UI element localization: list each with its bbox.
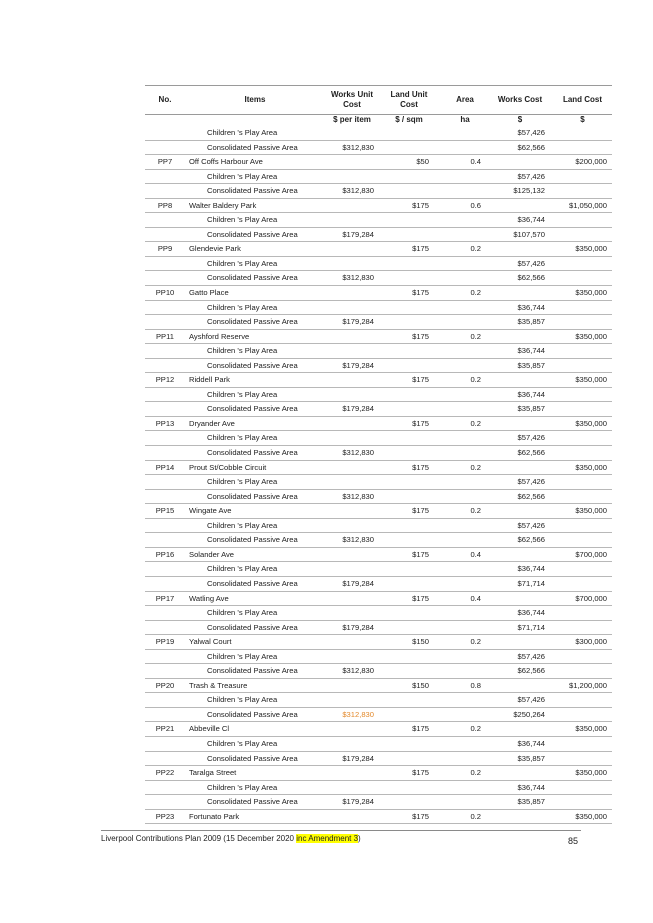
table-row — [145, 679, 612, 694]
cell-item: Walter Baldery Park — [189, 200, 257, 210]
cell-item: Gatto Place — [189, 288, 229, 298]
cell-works-cost: $36,744 — [517, 389, 545, 399]
cell-no: PP7 — [157, 157, 173, 167]
header-no: No. — [158, 95, 172, 104]
table-row — [145, 402, 612, 417]
cell-works-cost: $35,857 — [517, 317, 545, 327]
cell-area: 0.4 — [470, 157, 481, 167]
table-row — [145, 519, 612, 534]
cell-item: Abbeville Cl — [189, 724, 230, 734]
cell-item: Children 's Play Area — [207, 477, 278, 487]
cell-works-cost: $250,264 — [513, 709, 545, 719]
cell-works-cost: $62,566 — [517, 448, 545, 458]
cell-land-unit-cost: $150 — [412, 680, 429, 690]
table-row — [145, 766, 612, 781]
cell-works-cost: $57,426 — [517, 258, 545, 268]
cell-item: Children 's Play Area — [207, 520, 278, 530]
cell-works-cost: $71,714 — [517, 578, 545, 588]
cell-works-unit-cost: $312,830 — [342, 709, 374, 719]
header-area: Area — [456, 95, 474, 104]
cell-item: Consolidated Passive Area — [207, 709, 298, 719]
cell-works-cost: $35,857 — [517, 753, 545, 763]
cell-no: PP21 — [155, 724, 175, 734]
unit-works-unit-cost: $ per item — [333, 115, 371, 124]
cell-area: 0.2 — [470, 637, 481, 647]
cell-item: Consolidated Passive Area — [207, 404, 298, 414]
cell-area: 0.6 — [470, 200, 481, 210]
cell-item: Children 's Play Area — [207, 782, 278, 792]
page-footer — [101, 830, 581, 845]
cell-works-cost: $71,714 — [517, 622, 545, 632]
footer-title-close: ) — [358, 834, 361, 843]
cell-land-cost: $350,000 — [575, 418, 607, 428]
table-row — [145, 737, 612, 752]
table-header — [145, 86, 612, 126]
cell-land-cost: $350,000 — [575, 768, 607, 778]
cell-item: Consolidated Passive Area — [207, 273, 298, 283]
cell-item: Children 's Play Area — [207, 695, 278, 705]
cell-land-cost: $350,000 — [575, 244, 607, 254]
cell-item: Children 's Play Area — [207, 651, 278, 661]
cell-item: Children 's Play Area — [207, 128, 278, 137]
cell-no: PP22 — [155, 768, 175, 778]
cell-works-cost: $36,744 — [517, 782, 545, 792]
page-number: 85 — [567, 836, 578, 846]
cell-works-cost: $62,566 — [517, 666, 545, 676]
cell-land-unit-cost: $175 — [412, 768, 429, 778]
cell-works-cost: $36,744 — [517, 302, 545, 312]
cell-works-unit-cost: $312,830 — [342, 273, 374, 283]
cell-area: 0.4 — [470, 593, 481, 603]
cell-item: Riddell Park — [189, 375, 230, 385]
cell-item: Trash & Treasure — [189, 680, 248, 690]
cell-item: Consolidated Passive Area — [207, 622, 298, 632]
cell-item: Consolidated Passive Area — [207, 448, 298, 458]
table-row — [145, 170, 612, 185]
cell-land-unit-cost: $150 — [412, 637, 429, 647]
cell-land-cost: $200,000 — [575, 157, 607, 167]
cell-works-cost: $125,132 — [513, 186, 545, 196]
cell-land-cost: $350,000 — [575, 811, 607, 821]
cell-item: Consolidated Passive Area — [207, 317, 298, 327]
cell-no: PP19 — [155, 637, 175, 647]
cell-no: PP9 — [157, 244, 173, 254]
cell-no: PP13 — [155, 418, 175, 428]
table-row — [145, 446, 612, 461]
cell-item: Ayshford Reserve — [189, 331, 250, 341]
cell-area: 0.2 — [470, 331, 481, 341]
cell-land-unit-cost: $175 — [412, 244, 429, 254]
cell-works-cost: $36,744 — [517, 564, 545, 574]
table-row — [145, 752, 612, 767]
table-row — [145, 810, 612, 825]
cell-land-unit-cost: $175 — [412, 462, 429, 472]
table-row — [145, 693, 612, 708]
table-row — [145, 301, 612, 316]
cell-area: 0.8 — [470, 680, 481, 690]
table-row — [145, 606, 612, 621]
cell-works-cost: $35,857 — [517, 797, 545, 807]
cell-item: Fortunato Park — [189, 811, 240, 821]
cell-item: Prout St/Cobble Circuit — [189, 462, 267, 472]
table-row — [145, 548, 612, 563]
cell-area: 0.2 — [470, 244, 481, 254]
cell-works-unit-cost: $179,284 — [342, 229, 374, 239]
table-row — [145, 330, 612, 345]
cell-land-unit-cost: $175 — [412, 724, 429, 734]
table-row — [145, 199, 612, 214]
cell-no: PP8 — [157, 200, 173, 210]
cell-item: Consolidated Passive Area — [207, 578, 298, 588]
cell-item: Dryander Ave — [189, 418, 235, 428]
cell-land-cost: $350,000 — [575, 288, 607, 298]
cell-works-unit-cost: $312,830 — [342, 491, 374, 501]
table-row — [145, 635, 612, 650]
cell-works-unit-cost: $179,284 — [342, 360, 374, 370]
cell-item: Off Coffs Harbour Ave — [189, 157, 263, 167]
table-row — [145, 286, 612, 301]
cell-no: PP16 — [155, 549, 175, 559]
table-row — [145, 344, 612, 359]
table-row — [145, 373, 612, 388]
cell-land-cost: $700,000 — [575, 549, 607, 559]
cell-land-cost: $700,000 — [575, 593, 607, 603]
cell-works-unit-cost: $312,830 — [342, 535, 374, 545]
cell-item: Children 's Play Area — [207, 389, 278, 399]
cell-area: 0.2 — [470, 288, 481, 298]
table-row — [145, 431, 612, 446]
table-row — [145, 242, 612, 257]
table-row — [145, 650, 612, 665]
table-row — [145, 795, 612, 810]
table-row — [145, 271, 612, 286]
cell-land-unit-cost: $175 — [412, 593, 429, 603]
table-row — [145, 315, 612, 330]
table-row — [145, 417, 612, 432]
cell-area: 0.2 — [470, 768, 481, 778]
cell-area: 0.2 — [470, 418, 481, 428]
cell-item: Consolidated Passive Area — [207, 666, 298, 676]
contributions-table — [145, 85, 612, 824]
footer-doc-title — [101, 833, 361, 845]
header-items: Items — [244, 95, 266, 104]
cell-no: PP10 — [155, 288, 175, 298]
cell-works-unit-cost: $179,284 — [342, 404, 374, 414]
cell-works-cost: $57,426 — [517, 651, 545, 661]
cell-no: PP15 — [155, 506, 175, 516]
cell-item: Children 's Play Area — [207, 258, 278, 268]
cell-item: Consolidated Passive Area — [207, 142, 298, 152]
cell-land-unit-cost: $175 — [412, 200, 429, 210]
footer-amendment-highlight: inc Amendment 3 — [296, 834, 359, 843]
table-row — [145, 155, 612, 170]
cell-works-unit-cost: $312,830 — [342, 666, 374, 676]
table-row — [145, 228, 612, 243]
table-row — [145, 475, 612, 490]
cell-land-unit-cost: $175 — [412, 549, 429, 559]
table-row — [145, 141, 612, 156]
cell-item: Taralga Street — [189, 768, 237, 778]
cell-land-unit-cost: $175 — [412, 418, 429, 428]
cell-item: Consolidated Passive Area — [207, 229, 298, 239]
cell-no: PP12 — [155, 375, 175, 385]
cell-item: Consolidated Passive Area — [207, 491, 298, 501]
table-row — [145, 490, 612, 505]
table-row — [145, 577, 612, 592]
cell-works-unit-cost: $179,284 — [342, 753, 374, 763]
cell-land-cost: $350,000 — [575, 506, 607, 516]
cell-land-cost: $350,000 — [575, 375, 607, 385]
cell-works-cost: $62,566 — [517, 535, 545, 545]
cell-works-cost: $57,426 — [517, 128, 545, 137]
cell-item: Consolidated Passive Area — [207, 186, 298, 196]
header-land-unit-cost: Land Unit Cost — [390, 90, 428, 109]
cell-land-cost: $300,000 — [575, 637, 607, 647]
cell-works-cost: $57,426 — [517, 695, 545, 705]
cell-works-cost: $107,570 — [513, 229, 545, 239]
cell-land-unit-cost: $175 — [412, 506, 429, 516]
cell-no: PP20 — [155, 680, 175, 690]
header-land-cost: Land Cost — [562, 95, 603, 104]
cell-no: PP11 — [155, 331, 174, 341]
cell-item: Children 's Play Area — [207, 738, 278, 748]
table-row — [145, 359, 612, 374]
cell-works-cost: $62,566 — [517, 142, 545, 152]
cell-area: 0.2 — [470, 506, 481, 516]
cell-area: 0.4 — [470, 549, 481, 559]
cell-no: PP17 — [155, 593, 175, 603]
cell-works-cost: $57,426 — [517, 171, 545, 181]
cell-land-cost: $350,000 — [575, 724, 607, 734]
table-row — [145, 664, 612, 679]
table-row — [145, 722, 612, 737]
cell-works-unit-cost: $312,830 — [342, 448, 374, 458]
cell-land-cost: $1,050,000 — [568, 200, 607, 210]
cell-item: Children 's Play Area — [207, 171, 278, 181]
cell-item: Children 's Play Area — [207, 215, 278, 225]
cell-area: 0.2 — [470, 375, 481, 385]
cell-item: Yalwal Court — [189, 637, 232, 647]
cell-area: 0.2 — [470, 811, 481, 821]
cell-works-cost: $62,566 — [517, 273, 545, 283]
cell-item: Children 's Play Area — [207, 608, 278, 618]
cell-item: Children 's Play Area — [207, 433, 278, 443]
cell-works-cost: $57,426 — [517, 433, 545, 443]
table-row — [145, 184, 612, 199]
cell-item: Glendevie Park — [189, 244, 241, 254]
cell-works-cost: $36,744 — [517, 215, 545, 225]
header-works-cost: Works Cost — [497, 95, 543, 104]
table-row — [145, 621, 612, 636]
cell-works-cost: $36,744 — [517, 738, 545, 748]
unit-land-unit-cost: $ / sqm — [395, 115, 423, 124]
cell-no: PP14 — [155, 462, 175, 472]
cell-works-cost: $35,857 — [517, 360, 545, 370]
table-row — [145, 257, 612, 272]
table-row — [145, 461, 612, 476]
cell-item: Consolidated Passive Area — [207, 797, 298, 807]
cell-works-cost: $62,566 — [517, 491, 545, 501]
cell-land-unit-cost: $175 — [412, 375, 429, 385]
unit-land-cost: $ — [580, 115, 585, 124]
cell-works-cost: $35,857 — [517, 404, 545, 414]
cell-item: Children 's Play Area — [207, 564, 278, 574]
cell-land-unit-cost: $175 — [412, 331, 429, 341]
table-row — [145, 592, 612, 607]
cell-item: Children 's Play Area — [207, 346, 278, 356]
cell-land-cost: $1,200,000 — [568, 680, 607, 690]
cell-item: Watling Ave — [189, 593, 229, 603]
cell-works-unit-cost: $179,284 — [342, 797, 374, 807]
cell-works-unit-cost: $179,284 — [342, 578, 374, 588]
cell-works-cost: $36,744 — [517, 608, 545, 618]
cell-works-unit-cost: $312,830 — [342, 186, 374, 196]
table-row — [145, 781, 612, 796]
cell-area: 0.2 — [470, 724, 481, 734]
cell-area: 0.2 — [470, 462, 481, 472]
table-row — [145, 562, 612, 577]
unit-area: ha — [460, 115, 470, 124]
table-row — [145, 504, 612, 519]
cell-works-unit-cost: $312,830 — [342, 142, 374, 152]
cell-works-unit-cost: $179,284 — [342, 317, 374, 327]
header-works-unit-cost: Works Unit Cost — [330, 90, 374, 109]
cell-works-cost: $57,426 — [517, 520, 545, 530]
cell-works-cost: $36,744 — [517, 346, 545, 356]
cell-land-unit-cost: $50 — [416, 157, 429, 167]
cell-works-unit-cost: $179,284 — [342, 622, 374, 632]
cell-works-cost: $57,426 — [517, 477, 545, 487]
unit-works-cost: $ — [517, 115, 523, 124]
table-row — [145, 708, 612, 723]
cell-item: Wingate Ave — [189, 506, 232, 516]
cell-land-cost: $350,000 — [575, 331, 607, 341]
table-row — [145, 213, 612, 228]
cell-item: Consolidated Passive Area — [207, 535, 298, 545]
cell-item: Consolidated Passive Area — [207, 753, 298, 763]
cell-no: PP23 — [155, 811, 175, 821]
cell-item: Consolidated Passive Area — [207, 360, 298, 370]
footer-title-text: Liverpool Contributions Plan 2009 (15 December 2020 — [101, 834, 297, 843]
cell-land-unit-cost: $175 — [412, 811, 429, 821]
cell-land-cost: $350,000 — [575, 462, 607, 472]
cell-item: Solander Ave — [189, 549, 235, 559]
cell-land-unit-cost: $175 — [412, 288, 429, 298]
table-body — [145, 126, 612, 824]
table-row — [145, 388, 612, 403]
table-row — [145, 533, 612, 548]
cell-item: Children 's Play Area — [207, 302, 278, 312]
table-row — [145, 126, 612, 141]
